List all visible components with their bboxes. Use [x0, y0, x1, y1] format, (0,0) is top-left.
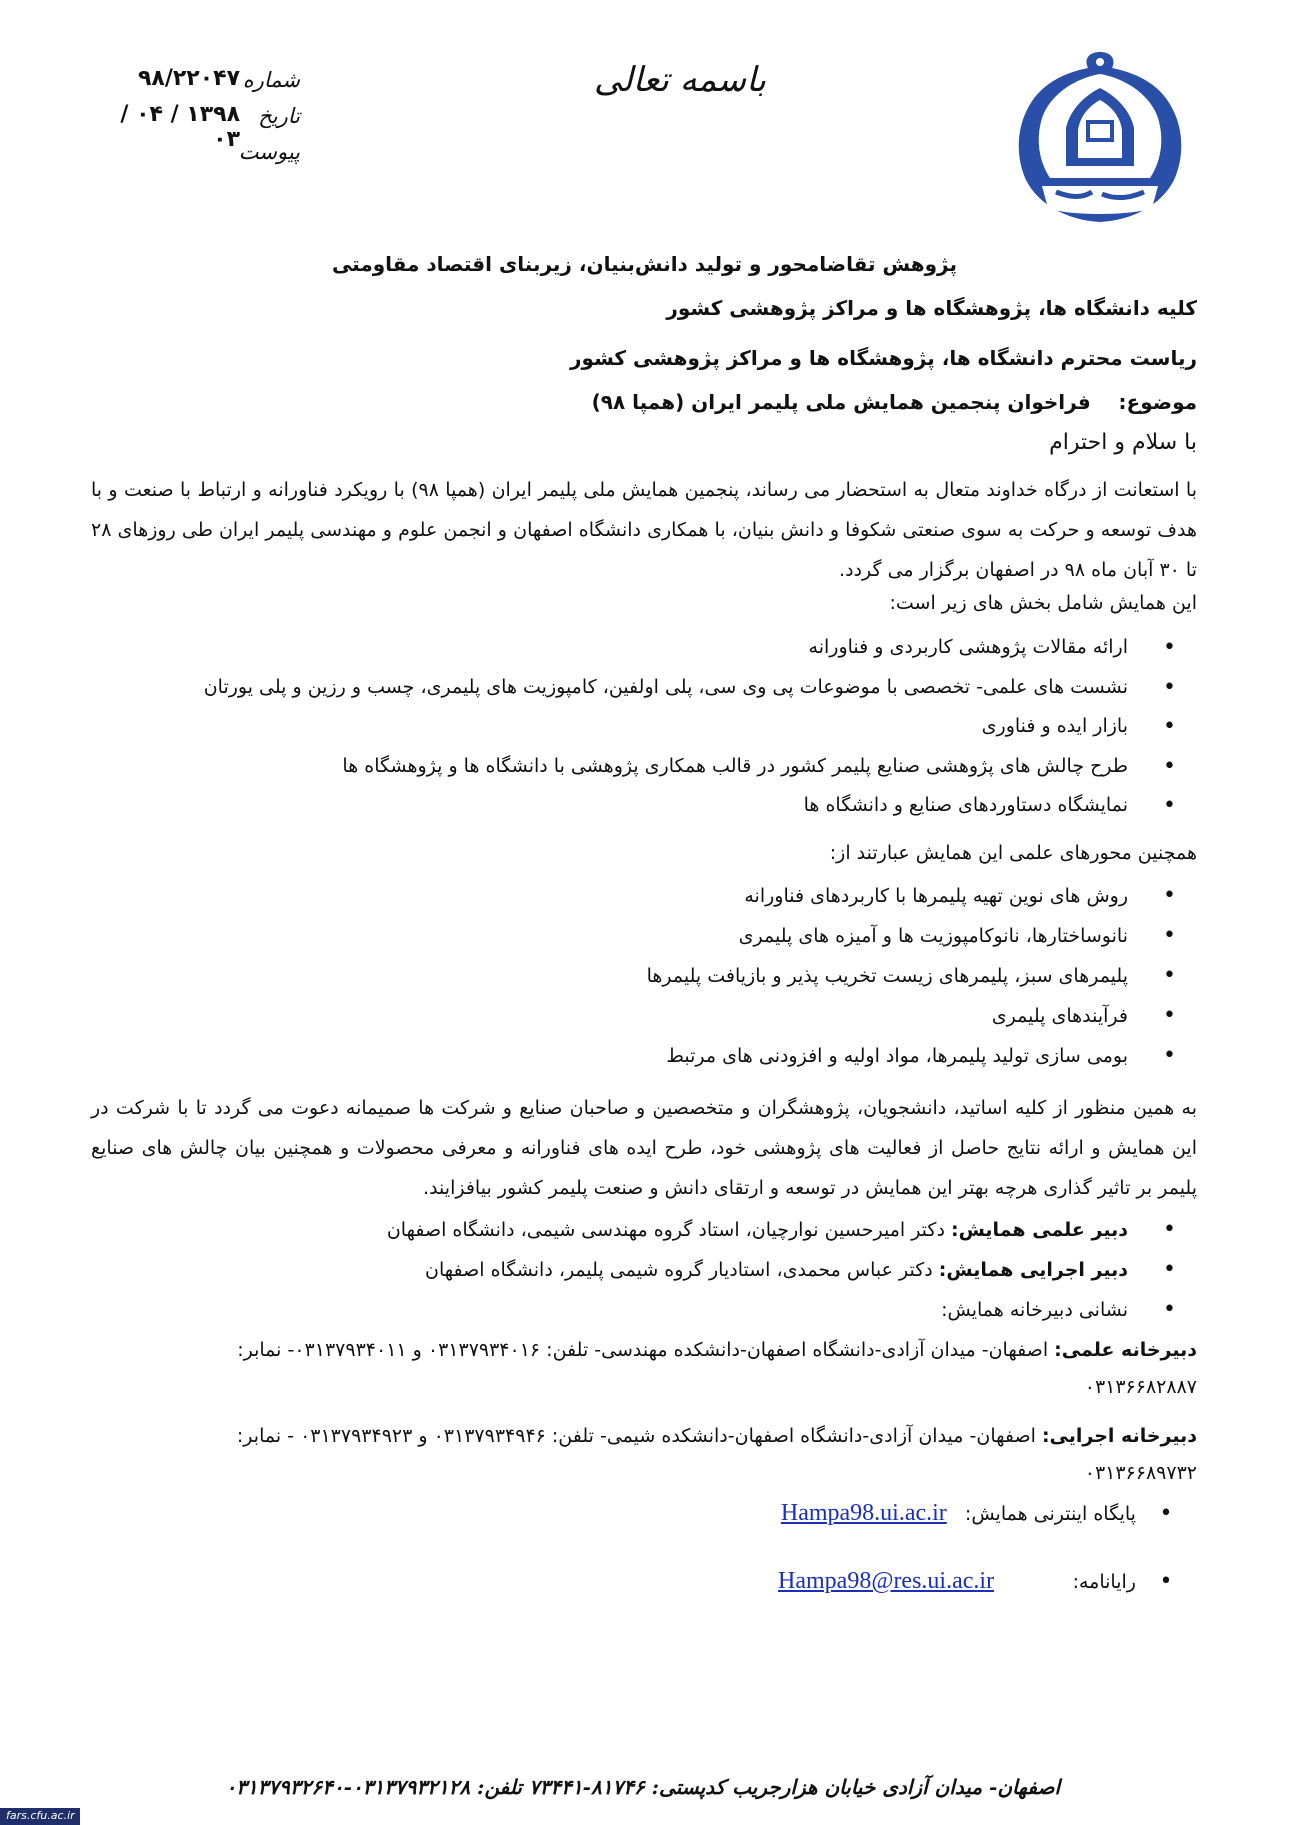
list-item: • نشست های علمی- تخصصی با موضوعات پی وی سی، پلی اولفین، کامپوزیت های پلیمری، چسب و رزین و پلی یورتان	[204, 668, 1190, 708]
executive-office-text: اصفهان- میدان آزادی-دانشگاه اصفهان-دانشکده شیمی- تلفن: ۰۳۱۳۷۹۳۴۹۴۶ و ۰۳۱۳۷۹۳۴۹۲۳ - نمابر:	[236, 1425, 1042, 1447]
website-row	[781, 1500, 1190, 1527]
letter-number-value: ۹۸/۲۲۰۴۷	[137, 66, 240, 91]
letter-date-label: تاریخ	[258, 104, 300, 128]
executive-secretary	[387, 1250, 1190, 1290]
executive-office-label: دبیرخانه اجرایی:	[1041, 1425, 1197, 1447]
list-item: • ارائه مقالات پژوهشی کاربردی و فناورانه	[204, 628, 1190, 668]
scientific-office-label: دبیرخانه علمی:	[1054, 1339, 1197, 1361]
list-item: • نمایشگاه دستاوردهای صنایع و دانشگاه ها	[204, 786, 1190, 826]
email-label: رایانامه:	[1072, 1571, 1136, 1593]
topics-list	[647, 876, 1190, 1076]
scientific-office-text: اصفهان- میدان آزادی-دانشگاه اصفهان-دانشکده مهندسی- تلفن: ۰۳۱۳۷۹۳۴۰۱۶ و ۰۳۱۳۷۹۳۴۰۱۱- نمابر:	[237, 1339, 1055, 1361]
recipients: کلیه دانشگاه ها، پژوهشگاه ها و مراکز پژوهشی کشور	[666, 296, 1197, 320]
watermark-text: fars.cfu.ac.ir	[6, 1809, 75, 1822]
university-of-isfahan-logo-icon	[1012, 48, 1188, 226]
list-item: • فرآیندهای پلیمری	[647, 996, 1190, 1036]
email-row	[778, 1568, 1190, 1595]
footer-address: اصفهان- میدان آزادی خیابان هزارجریب کدپستی: ۸۱۷۴۶-۷۳۴۴۱ تلفن: ۰۳۱۳۷۹۳۲۱۲۸-۰۳۱۳۷۹۳۲۶۴۰	[225, 1775, 1060, 1799]
letter-attachment-row	[90, 138, 300, 178]
executive-office-fax: ۰۳۱۳۶۶۸۹۷۳۲	[1084, 1462, 1197, 1484]
scientific-secretary	[387, 1210, 1190, 1250]
secretaries-list	[387, 1210, 1190, 1330]
invitation-paragraph: به همین منظور از کلیه اساتید، دانشجویان، پژوهشگران و متخصصین و صاحبان صنایع و شرکت ها صمیمانه دعوت می گردد تا با شرکت در این همایش و ارائه نتایج حاصل از فعالیت های پژوهشی خود، طرح ایده های فناورانه و معرفی محصولات و همچنین بیان چالش های صنایع پلیمر بر تاثیر گذاری هرچه بهتر این همایش در توسعه و ارتقای دانش و صنعت پلیمر کشور بیافزایند.	[91, 1097, 1197, 1199]
letter-number-row	[90, 66, 300, 106]
subject-text: فراخوان پنجمین همایش ملی پلیمر ایران (همپا ۹۸)	[591, 390, 1091, 414]
basmeh-heading: باسمه تعالی	[594, 60, 766, 100]
scientific-secretary-value: دکتر امیرحسین نوارچیان، استاد گروه مهندسی شیمی، دانشگاه اصفهان	[386, 1219, 951, 1241]
letter-attachment-label: پیوست	[238, 140, 300, 164]
subject-label: موضوع:	[1118, 390, 1197, 414]
addressee: ریاست محترم دانشگاه ها، پژوهشگاه ها و مراکز پژوهشی کشور	[570, 346, 1197, 370]
letter-number-label: شماره	[242, 68, 300, 92]
list-item: • نانوساختارها، نانوکامپوزیت ها و آمیزه های پلیمری	[647, 916, 1190, 956]
bullet-icon: •	[1159, 1569, 1173, 1594]
slogan: پژوهش تقاضامحور و تولید دانش‌بنیان، زیربنای اقتصاد مقاومتی	[331, 252, 957, 276]
intro-paragraph: با استعانت از درگاه خداوند متعال به استحضار می رساند، پنجمین همایش ملی پلیمر ایران (همپا ۹۸) با رویکرد فناورانه و ارتباط با صنعت و با هدف توسعه و حرکت به سوی صنعتی شکوفا و دانش بنیان، با همکاری دانشگاه اصفهان و انجمن علوم و مهندسی پلیمر ایران طی روزهای ۲۸ تا ۳۰ آبان ماه ۹۸ در اصفهان برگزار می گردد.	[91, 479, 1197, 581]
topics-intro: همچنین محورهای علمی این همایش عبارتند از:	[829, 842, 1197, 864]
address-intro: • نشانی دبیرخانه همایش:	[387, 1290, 1190, 1330]
scientific-secretary-label: دبیر علمی همایش:	[950, 1219, 1128, 1241]
executive-office-address	[91, 1414, 1197, 1458]
subject-line	[592, 390, 1197, 414]
watermark-badge	[0, 1808, 80, 1825]
list-item: • روش های نوین تهیه پلیمرها با کاربردهای فناورانه	[647, 876, 1190, 916]
scientific-office-fax: ۰۳۱۳۶۶۸۲۸۸۷	[1084, 1376, 1197, 1398]
email-link[interactable]: Hampa98@res.ui.ac.ir	[778, 1568, 995, 1594]
executive-secretary-value: دکتر عباس محمدی، استادیار گروه شیمی پلیمر، دانشگاه اصفهان	[425, 1259, 939, 1281]
list-item: • پلیمرهای سبز، پلیمرهای زیست تخریب پذیر و بازیافت پلیمرها	[647, 956, 1190, 996]
list-item: • طرح چالش های پژوهشی صنایع پلیمر کشور در قالب همکاری پژوهشی با دانشگاه ها و پژوهشگاه ها	[204, 747, 1190, 787]
list-item: • بازار ایده و فناوری	[204, 707, 1190, 747]
sections-intro: این همایش شامل بخش های زیر است:	[889, 592, 1197, 614]
sections-list	[204, 628, 1190, 826]
website-label: پایگاه اینترنی همایش:	[964, 1503, 1136, 1525]
list-item: • بومی سازی تولید پلیمرها، مواد اولیه و افزودنی های مرتبط	[647, 1036, 1190, 1076]
bullet-icon: •	[1159, 1501, 1173, 1526]
letter-date-value: ۱۳۹۸ / ۰۴ / ۰۳	[120, 102, 240, 152]
website-link[interactable]: Hampa98.ui.ac.ir	[780, 1500, 947, 1526]
executive-secretary-label: دبیر اجرایی همایش:	[938, 1259, 1128, 1281]
scientific-office-address	[91, 1328, 1197, 1372]
greeting: با سلام و احترام	[1049, 430, 1197, 455]
